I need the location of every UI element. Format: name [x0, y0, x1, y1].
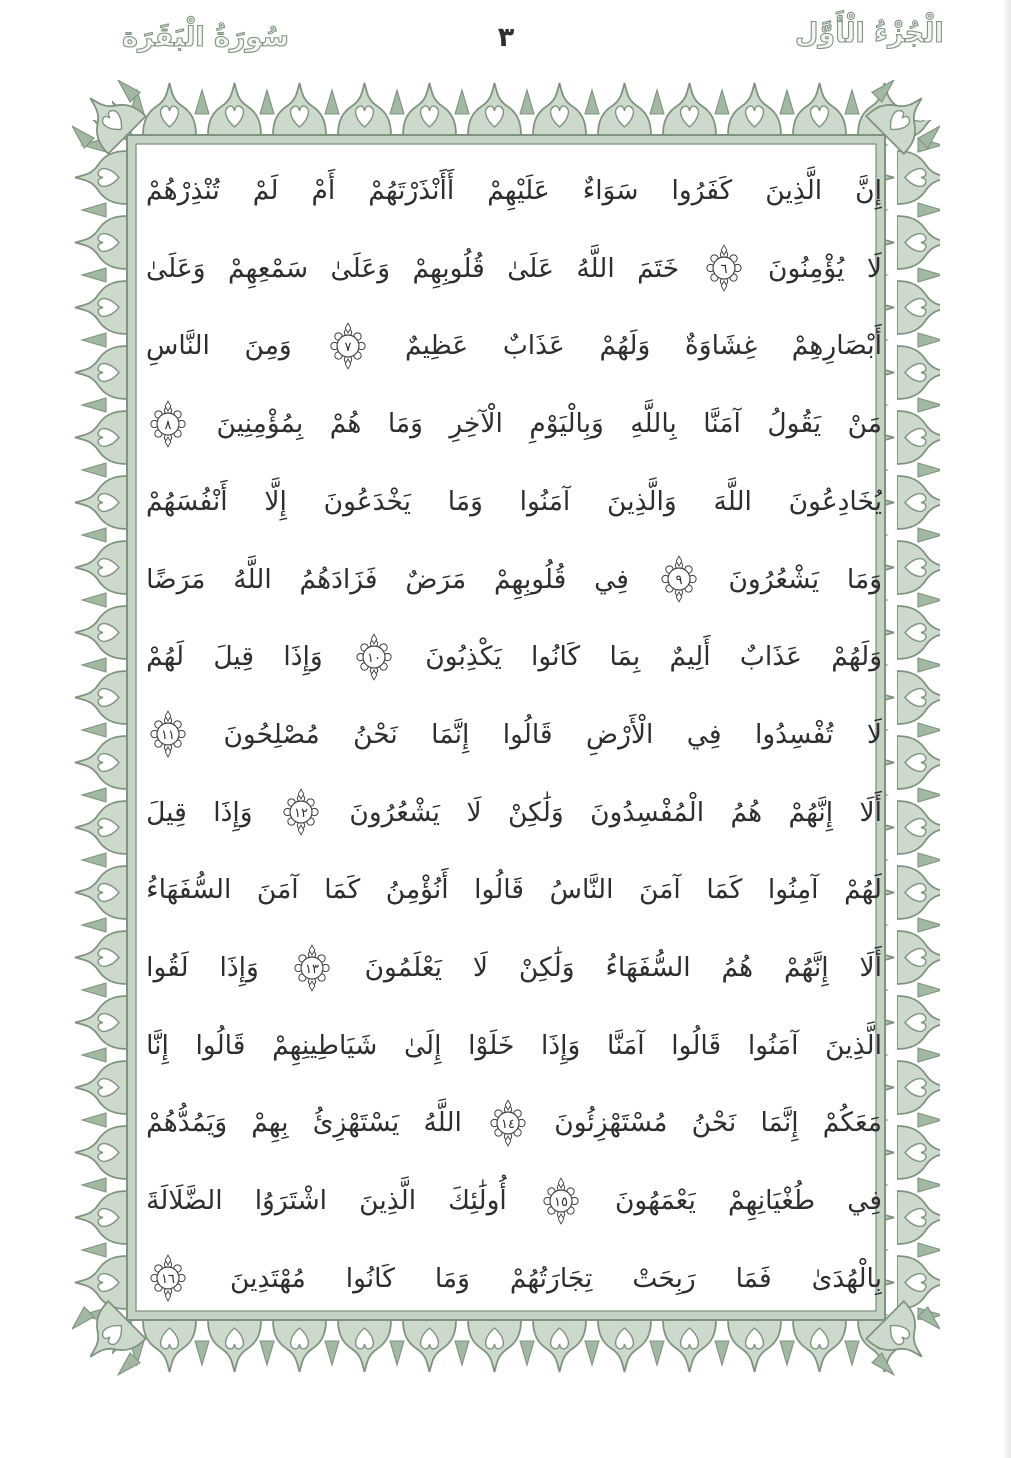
text-run: إِنَّهُمْ [784, 952, 829, 984]
text-run: أَلِيمٌ [669, 641, 711, 673]
text-run: الْآخِرِ [449, 408, 503, 440]
text-run: قَالُوا [474, 874, 525, 906]
text-run: عَلَىٰ [507, 252, 554, 284]
text-run: الَّذِينَ [825, 1029, 882, 1061]
text-run: لَهُمْ [146, 641, 185, 673]
verse-number: ٧ [344, 339, 352, 355]
text-run: مَنْ [847, 408, 882, 440]
quran-lines [146, 152, 882, 1317]
text-run: كَانُوا [531, 641, 581, 673]
text-run: نَحْنُ [691, 1107, 737, 1139]
text-run: مُهْتَدِينَ [229, 1262, 306, 1294]
text-run: اللَّهَ [713, 485, 752, 517]
quran-line [146, 618, 882, 695]
quran-line [146, 851, 882, 928]
text-run: كَمَا [324, 874, 361, 906]
text-run: وَإِذَا [283, 641, 323, 673]
text-run: كَانُوا [345, 1262, 395, 1294]
header-page-number: ٣ [497, 22, 515, 53]
text-run: سَمْعِهِمْ [227, 252, 309, 284]
text-run: هُمُ [721, 952, 754, 984]
text-run: وَمَا [434, 1262, 470, 1294]
text-run: وَعَلَىٰ [146, 252, 206, 284]
text-run: أَنْفُسَهُمْ [146, 485, 228, 517]
quran-line [146, 152, 882, 229]
text-run: النَّاسُ [549, 874, 614, 906]
text-run: قُلُوبِهِمْ [493, 563, 567, 595]
text-run: طُغْيَانِهِمْ [727, 1185, 816, 1217]
text-run: قِيلَ [213, 641, 255, 673]
text-run: يَخْدَعُونَ [323, 485, 412, 517]
text-run: قُلُوبِهِمْ [412, 252, 485, 284]
header-surah-name: سُورَةُ الْبَقَرَة [122, 22, 289, 53]
text-run: مُسْتَهْزِئُونَ [554, 1107, 668, 1139]
text-run: يَعْلَمُونَ [364, 952, 442, 984]
verse-marker [702, 243, 746, 293]
text-run: آمِنُوا [767, 874, 819, 906]
text-run: مُصْلِحُونَ [223, 718, 320, 750]
text-run: مَرَضٌ [405, 563, 467, 595]
text-run: يُؤْمِنُونَ [768, 252, 845, 284]
text-run: وَلَهُمْ [831, 641, 882, 673]
header-juz-name: الْجُزْءُ الْأَوَّل [795, 18, 944, 49]
text-run: اشْتَرَوُا [254, 1185, 328, 1217]
text-run: آمَنَّا [703, 408, 741, 440]
quran-line [146, 230, 882, 307]
text-run: كَفَرُوا [671, 175, 733, 206]
text-run: بِاللَّهِ [630, 408, 677, 440]
quran-line [146, 541, 882, 618]
text-run: الَّذِينَ [359, 1185, 417, 1217]
text-run: وَعَلَىٰ [330, 252, 391, 284]
text-run: وَمِنَ [244, 330, 292, 362]
quran-line [146, 774, 882, 851]
text-run: لَا [866, 718, 882, 750]
verse-marker [539, 1176, 583, 1226]
text-run: آمَنُوا [519, 485, 571, 517]
text-run: تُنْذِرْهُمْ [146, 175, 220, 206]
quran-line [146, 385, 882, 462]
verse-number: ١١ [161, 728, 176, 744]
verse-number: ٩ [675, 572, 683, 588]
text-run: يَشْعُرُونَ [728, 563, 820, 595]
text-run: لَقُوا [146, 952, 189, 984]
text-run: اللَّهُ [423, 1107, 462, 1139]
verse-number: ٨ [164, 417, 172, 433]
text-run: الضَّلَالَةَ [146, 1185, 223, 1217]
text-run: وَبِالْيَوْمِ [529, 408, 604, 440]
text-run: هُمُ [730, 796, 763, 828]
quran-text-area [146, 152, 882, 1317]
text-run: فِي [686, 718, 722, 750]
text-run: الْأَرْضِ [586, 718, 654, 750]
text-run: يَسْتَهْزِئُ [312, 1107, 400, 1139]
text-run: آمَنُوا [747, 1029, 799, 1061]
text-run: وَمَا [447, 485, 483, 517]
text-run: مَعَكُمْ [822, 1107, 882, 1139]
text-run: أَبْصَارِهِمْ [791, 330, 882, 362]
quran-line [146, 307, 882, 384]
verse-marker [352, 632, 396, 682]
text-run: يَقُولُ [767, 408, 822, 440]
text-run: إِلَّا [264, 485, 287, 517]
text-run: لَا [472, 952, 488, 984]
text-run: لَمْ [252, 175, 279, 206]
text-run: إِنَّمَا [760, 1107, 799, 1139]
text-run: لَا [466, 796, 482, 828]
text-run: وَلَٰكِنْ [508, 796, 564, 828]
text-run: شَيَاطِينِهِمْ [272, 1029, 378, 1061]
verse-number: ٦ [720, 262, 728, 278]
text-run: مَرَضًا [146, 563, 206, 595]
text-run: وَمَا [387, 408, 423, 440]
text-run: الْمُفْسِدُونَ [590, 796, 705, 828]
text-run: إِلَىٰ [403, 1029, 442, 1061]
text-run: آمَنَ [256, 874, 299, 906]
text-run: وَمَا [846, 563, 882, 595]
verse-number: ١٢ [293, 806, 308, 822]
quran-line [146, 1084, 882, 1161]
verse-marker [146, 709, 190, 759]
text-run: وَيَمُدُّهُمْ [146, 1107, 228, 1139]
text-run: هُمْ [329, 408, 362, 440]
text-run: نَحْنُ [353, 718, 398, 750]
text-run: قِيلَ [146, 796, 187, 828]
quran-line [146, 1162, 882, 1239]
text-run: بِالْهُدَىٰ [811, 1262, 882, 1294]
text-run: وَلَٰكِنْ [518, 952, 575, 984]
text-run: يُخَادِعُونَ [788, 485, 882, 517]
text-run: إِنَّمَا [431, 718, 470, 750]
text-run: يَعْمَهُونَ [614, 1185, 696, 1217]
text-run: عَلَيْهِمْ [487, 175, 550, 206]
text-run: غِشَاوَةٌ [684, 330, 758, 362]
text-run: آمَنَ [639, 874, 681, 906]
text-run: أَلَا [859, 952, 882, 984]
page-scan-edge [1002, 0, 1011, 1458]
quran-line [146, 1007, 882, 1084]
text-run: عَظِيمٌ [405, 330, 469, 362]
verse-marker [657, 554, 701, 604]
text-run: اللَّهُ [233, 563, 272, 595]
text-run: خَتَمَ [637, 252, 680, 284]
text-run: السُّفَهَاءُ [605, 952, 691, 984]
text-run: وَالَّذِينَ [607, 485, 677, 517]
quran-line [146, 696, 882, 773]
text-run: قَالُوا [671, 1029, 722, 1061]
verse-marker [290, 943, 334, 993]
verse-marker [279, 787, 323, 837]
verse-marker [146, 399, 190, 449]
text-run: أَنُؤْمِنُ [385, 874, 449, 906]
text-run: يَكْذِبُونَ [425, 641, 502, 673]
text-run: أَلَا [859, 796, 882, 828]
verse-number: ١٥ [553, 1194, 568, 1210]
verse-number: ١٦ [161, 1272, 175, 1288]
verse-number: ١٣ [304, 961, 319, 977]
verse-marker [486, 1098, 530, 1148]
text-run: أُولَٰئِكَ [448, 1185, 507, 1217]
text-run: فِي [594, 563, 629, 595]
verse-marker [326, 321, 370, 371]
text-run: إِنَّ [855, 175, 882, 206]
text-run: عَذَابٌ [502, 330, 565, 362]
text-run: قَالُوا [502, 718, 553, 750]
text-run: وَإِذَا [541, 1029, 581, 1061]
text-run: بِمَا [609, 641, 641, 673]
text-run: فِي [847, 1185, 882, 1217]
text-run: فَمَا [735, 1262, 772, 1294]
text-run: بِمُؤْمِنِينَ [216, 408, 304, 440]
text-run: كَمَا [706, 874, 743, 906]
text-run: وَإِذَا [213, 796, 253, 828]
text-run: سَوَاءٌ [582, 175, 639, 206]
text-run: أَأَنْذَرْتَهُمْ [368, 175, 455, 206]
text-run: اللَّهُ [576, 252, 615, 284]
text-run: خَلَوْا [468, 1029, 515, 1061]
text-run: بِهِمْ [251, 1107, 289, 1139]
text-run: الَّذِينَ [765, 175, 823, 206]
text-run: تِجَارَتُهُمْ [509, 1262, 593, 1294]
text-run: النَّاسِ [146, 330, 210, 362]
verse-number: ١٤ [501, 1116, 516, 1132]
text-run: تُفْسِدُوا [754, 718, 834, 750]
text-run: وَلَهُمْ [599, 330, 651, 362]
text-run: رَبِحَتْ [632, 1262, 696, 1294]
text-run: لَا [866, 252, 882, 284]
text-run: إِنَّا [146, 1029, 169, 1061]
text-run: إِنَّهُمْ [788, 796, 834, 828]
text-run: يَشْعُرُونَ [349, 796, 441, 828]
text-run: أَمْ [311, 175, 336, 206]
text-run: عَذَابٌ [739, 641, 802, 673]
text-run: وَإِذَا [219, 952, 259, 984]
text-run: لَهُمْ [844, 874, 882, 906]
verse-marker [146, 1253, 190, 1303]
text-run: آمَنَّا [607, 1029, 645, 1061]
verse-number: ١٠ [367, 650, 381, 666]
text-run: السُّفَهَاءُ [146, 874, 232, 906]
quran-line [146, 1240, 882, 1317]
quran-line [146, 463, 882, 540]
quran-line [146, 929, 882, 1006]
text-run: قَالُوا [195, 1029, 246, 1061]
text-run: فَزَادَهُمُ [299, 563, 378, 595]
